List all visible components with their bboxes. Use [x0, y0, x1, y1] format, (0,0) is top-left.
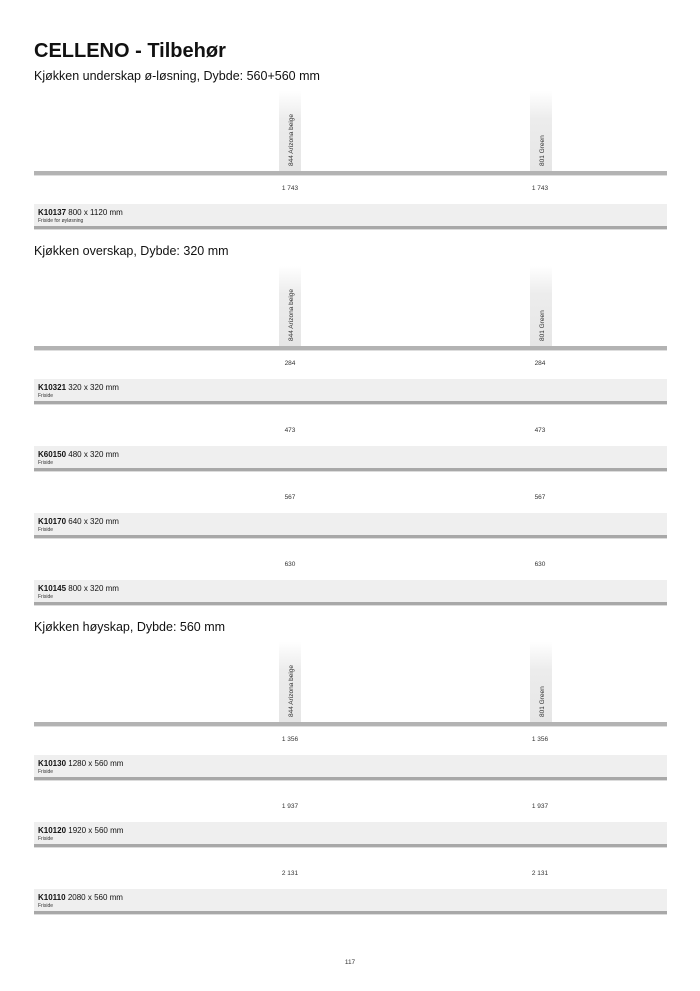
product-size: 2080 x 560 mm	[67, 893, 123, 902]
color-header-arizona-beige: 844 Arizona beige	[279, 642, 301, 723]
price-green: 473	[534, 427, 546, 434]
price-green: 284	[534, 360, 546, 367]
product-code: K10145	[38, 584, 67, 593]
price-green: 1 937	[531, 803, 549, 810]
header-rule	[34, 346, 667, 350]
price-arizona-beige: 1 356	[281, 736, 299, 743]
section-title: Kjøkken underskap ø-løsning, Dybde: 560+560 mm	[34, 69, 320, 83]
product-size: 640 x 320 mm	[68, 517, 119, 526]
product-description: Friside	[38, 594, 54, 600]
page-number: 117	[344, 959, 356, 966]
product-row	[0, 730, 700, 786]
product-size: 800 x 1120 mm	[68, 208, 123, 217]
product-row	[0, 797, 700, 853]
product-description: Friside	[38, 836, 54, 842]
price-arizona-beige: 630	[284, 561, 296, 568]
product-description: Friside	[38, 769, 54, 775]
color-header-green: 801 Green	[530, 266, 552, 347]
product-band	[34, 379, 667, 401]
price-green: 567	[534, 494, 546, 501]
price-green: 630	[534, 561, 546, 568]
price-arizona-beige: 1 937	[281, 803, 299, 810]
row-rule	[34, 911, 667, 914]
product-description: Friside	[38, 527, 54, 533]
page-title: CELLENO - Tilbehør	[34, 40, 226, 62]
product-band	[34, 822, 667, 844]
product-row	[0, 488, 700, 544]
product-description: Friside for øyløsning	[38, 218, 84, 224]
product-description: Friside	[38, 903, 54, 909]
product-row	[0, 555, 700, 611]
section-underskap	[0, 69, 700, 234]
product-band	[34, 446, 667, 468]
product-code: K10120	[38, 826, 67, 835]
product-code: K10110	[38, 893, 66, 902]
row-rule	[34, 777, 667, 780]
price-arizona-beige: 567	[284, 494, 296, 501]
product-description: Friside	[38, 393, 54, 399]
product-size: 800 x 320 mm	[68, 584, 119, 593]
price-arizona-beige: 1 743	[281, 185, 299, 192]
section-title: Kjøkken høyskap, Dybde: 560 mm	[34, 620, 226, 634]
product-band	[34, 755, 667, 777]
row-rule	[34, 844, 667, 847]
price-green: 2 131	[531, 870, 549, 877]
price-green: 1 356	[531, 736, 549, 743]
header-rule	[34, 171, 667, 175]
color-header-arizona-beige: 844 Arizona beige	[279, 91, 301, 172]
section-overskap	[0, 244, 700, 609]
product-row	[0, 864, 700, 920]
product-size: 1920 x 560 mm	[68, 826, 124, 835]
product-size: 320 x 320 mm	[68, 383, 119, 392]
product-band	[34, 513, 667, 535]
row-rule	[34, 602, 667, 605]
product-code: K10170	[38, 517, 67, 526]
color-header-green: 801 Green	[530, 642, 552, 723]
price-arizona-beige: 284	[284, 360, 296, 367]
product-code: K60150	[38, 450, 67, 459]
color-header-green: 801 Green	[530, 91, 552, 172]
product-band	[34, 204, 667, 226]
product-size: 480 x 320 mm	[68, 450, 119, 459]
section-hoyskap	[0, 620, 700, 920]
color-header-arizona-beige: 844 Arizona beige	[279, 266, 301, 347]
product-code: K10130	[38, 759, 67, 768]
product-band	[34, 889, 667, 911]
product-size: 1280 x 560 mm	[68, 759, 124, 768]
product-code: K10137	[38, 208, 67, 217]
price-arizona-beige: 2 131	[281, 870, 299, 877]
header-rule	[34, 722, 667, 726]
product-code: K10321	[38, 383, 67, 392]
price-arizona-beige: 473	[284, 427, 296, 434]
product-row	[0, 354, 700, 410]
price-green: 1 743	[531, 185, 549, 192]
row-rule	[34, 226, 667, 229]
product-description: Friside	[38, 460, 54, 466]
product-row	[0, 179, 700, 235]
row-rule	[34, 535, 667, 538]
section-title: Kjøkken overskap, Dybde: 320 mm	[34, 244, 229, 258]
row-rule	[34, 468, 667, 471]
product-band	[34, 580, 667, 602]
product-row	[0, 421, 700, 477]
row-rule	[34, 401, 667, 404]
